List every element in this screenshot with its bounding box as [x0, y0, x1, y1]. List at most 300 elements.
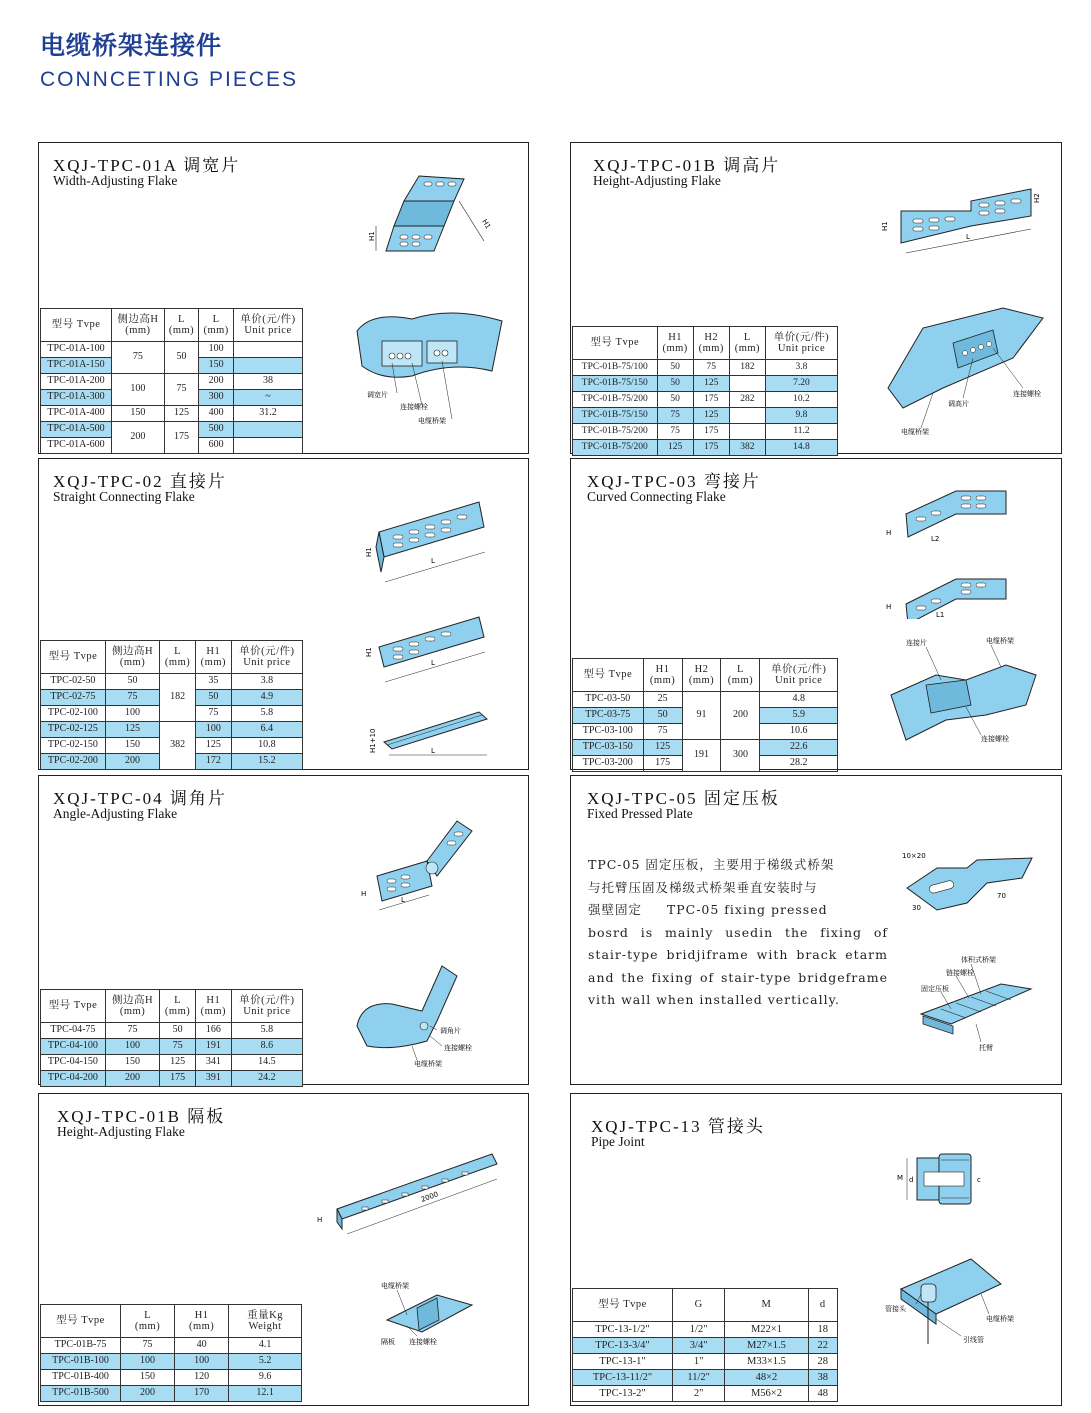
label-bolt: 连接螺栓 — [409, 1338, 437, 1346]
col-header: 侧边高H (mm) — [105, 641, 159, 674]
col-header: H1 (mm) — [643, 659, 682, 692]
cell: 175 — [160, 1071, 196, 1087]
table-row — [41, 1386, 302, 1402]
desc-line: 与托臂压固及梯级式桥架垂直安装时与 — [588, 879, 818, 895]
cell: 172 — [195, 754, 231, 770]
cell: TPC-01A-500 — [41, 422, 112, 438]
cell: 3.8 — [765, 360, 837, 376]
dim-h1-plus-10: H1+10 — [369, 728, 377, 753]
cell: 75 — [657, 408, 693, 424]
cell: 10.8 — [231, 738, 302, 754]
col-header: L (mm) — [729, 327, 765, 360]
cell: 125 — [693, 376, 729, 392]
col-header: H1 (mm) — [195, 641, 231, 674]
bridge-assembly-drawing — [352, 956, 502, 1071]
dim-2000: 2000 — [419, 1190, 440, 1204]
panel-subtitle: Height-Adjusting Flake — [57, 1124, 185, 1139]
cell: 4.1 — [229, 1338, 302, 1354]
table-row — [41, 1055, 303, 1071]
label-lead-pipe: 引线管 — [963, 1336, 984, 1344]
desc-line — [588, 899, 888, 922]
cell: TPC-04-100 — [41, 1039, 106, 1055]
label-connector: 连接片 — [906, 639, 927, 647]
col-header: L (mm) — [199, 309, 234, 342]
panel-title: XQJ-TPC-01B 调高片 — [593, 156, 781, 175]
pipe-joint-drawing — [889, 1150, 989, 1210]
cell: 5.2 — [229, 1354, 302, 1370]
cell: 50 — [164, 342, 199, 374]
panel-tpc-04 — [38, 775, 529, 1085]
cell — [729, 408, 765, 424]
table-row — [41, 1023, 303, 1039]
table-row — [41, 342, 303, 358]
cell: TPC-01B-75 — [41, 1338, 121, 1354]
angle-flake-drawing — [357, 806, 487, 916]
col-header: G — [673, 1289, 725, 1322]
panel-tpc-03 — [570, 458, 1062, 770]
dim-h: H — [886, 529, 892, 537]
panel-title: XQJ-TPC-01A 调宽片 — [53, 156, 241, 175]
cell: 100 — [105, 706, 159, 722]
col-header: 单价(元/件) Unit price — [765, 327, 837, 360]
cell: ~ — [233, 390, 302, 406]
cell: TPC-02-75 — [41, 690, 106, 706]
cell: 4.9 — [231, 690, 302, 706]
cell: 28.2 — [760, 756, 838, 772]
pipe-assembly-drawing — [881, 1254, 1031, 1349]
col-header: L (mm) — [160, 990, 196, 1023]
cell: 150 — [105, 738, 159, 754]
label-bolt: 连接螺栓 — [444, 1044, 472, 1052]
cell: 200 — [105, 1071, 159, 1087]
cell: TPC-01B-100 — [41, 1354, 121, 1370]
cell — [233, 422, 302, 438]
cell: 400 — [199, 406, 234, 422]
bridge-assembly-drawing — [886, 635, 1046, 753]
dim-m: M — [897, 1174, 904, 1182]
page-title-cn: 电缆桥架连接件 — [40, 31, 223, 60]
cell: 150 — [105, 1055, 159, 1071]
cell: 3.8 — [231, 674, 302, 690]
panel-subtitle: Curved Connecting Flake — [587, 489, 726, 504]
dim-l: L — [966, 233, 970, 241]
cell: 75 — [657, 424, 693, 440]
cell: 191 — [682, 740, 721, 772]
cell: TPC-02-200 — [41, 754, 106, 770]
dim-70: 70 — [997, 892, 1006, 900]
cell: 382 — [729, 440, 765, 456]
dim-d: d — [909, 1176, 914, 1184]
table-row — [41, 1354, 302, 1370]
cell: 5.9 — [760, 708, 838, 724]
cell: 9.8 — [765, 408, 837, 424]
cell: TPC-01B-75/150 — [573, 376, 658, 392]
cell: 75 — [105, 1023, 159, 1039]
cell: M22×1 — [725, 1322, 808, 1338]
panel-subtitle: Pipe Joint — [591, 1134, 645, 1149]
label-bridge: 电缆桥架 — [901, 428, 929, 436]
col-header: M — [725, 1289, 808, 1322]
description — [588, 854, 888, 1012]
panel-subtitle: Straight Connecting Flake — [53, 489, 195, 504]
fixed-plate-drawing — [897, 848, 1047, 928]
cell: 125 — [693, 408, 729, 424]
label-bolt: 连接螺栓 — [400, 403, 428, 411]
col-header: 侧边高H (mm) — [112, 309, 165, 342]
cell: 100 — [121, 1354, 175, 1370]
cell: TPC-01A-200 — [41, 374, 112, 390]
table-row — [573, 360, 838, 376]
cell: 12.1 — [229, 1386, 302, 1402]
cell: 22 — [808, 1338, 837, 1354]
panel-subtitle: Angle-Adjusting Flake — [53, 806, 178, 821]
cell: 10.2 — [765, 392, 837, 408]
desc-cn: 强壁固定 — [588, 902, 643, 917]
cell — [729, 376, 765, 392]
cell: 28 — [808, 1354, 837, 1370]
dim-l2: L2 — [931, 535, 940, 543]
col-header: L (mm) — [721, 659, 760, 692]
cell: 166 — [195, 1023, 231, 1039]
cell: 1/2" — [673, 1322, 725, 1338]
spec-table-01a — [40, 308, 303, 454]
stair-bridge-drawing — [901, 954, 1051, 1054]
col-header: 型号 Tvpe — [573, 327, 658, 360]
table-row — [573, 1370, 838, 1386]
cell: TPC-01B-75/200 — [573, 424, 658, 440]
cell: TPC-03-200 — [573, 756, 644, 772]
cell: 91 — [682, 692, 721, 740]
col-header: 单价(元/件) Unit price — [760, 659, 838, 692]
cell: TPC-01A-300 — [41, 390, 112, 406]
dim-h: H — [317, 1216, 323, 1224]
table-row — [573, 1386, 838, 1402]
bridge-assembly-drawing — [352, 301, 527, 431]
cell: 200 — [105, 754, 159, 770]
label-bridge: 电缆桥架 — [418, 417, 446, 425]
dim-h1b: H1 — [480, 218, 493, 231]
table-row — [41, 406, 303, 422]
col-header: H2 (mm) — [682, 659, 721, 692]
col-header: 重量Kg Weight — [229, 1305, 302, 1338]
cell: 50 — [657, 376, 693, 392]
panel-title: XQJ-TPC-01B 隔板 — [57, 1107, 226, 1126]
cell: 9.6 — [229, 1370, 302, 1386]
partition-drawing — [307, 1134, 507, 1244]
cell: 150 — [112, 406, 165, 422]
cell: 38 — [808, 1370, 837, 1386]
cell: M56×2 — [725, 1386, 808, 1402]
cell: 100 — [175, 1354, 229, 1370]
panel-title: XQJ-TPC-05 固定压板 — [587, 789, 780, 808]
dim-l1: L1 — [936, 611, 945, 619]
cell: 125 — [643, 740, 682, 756]
cell: 125 — [105, 722, 159, 738]
cell: TPC-02-50 — [41, 674, 106, 690]
cell: TPC-02-125 — [41, 722, 106, 738]
cell: 75 — [121, 1338, 175, 1354]
spec-table-04 — [40, 989, 303, 1087]
col-header: L (mm) — [121, 1305, 175, 1338]
panel-partition — [38, 1093, 529, 1406]
cell: 75 — [164, 374, 199, 406]
cell: TPC-01B-500 — [41, 1386, 121, 1402]
label-bridge: 电缆桥架 — [986, 637, 1014, 645]
width-flake-drawing — [364, 171, 514, 261]
cell: 150 — [199, 358, 234, 374]
col-header: 型号 Tvpe — [573, 659, 644, 692]
cell: 182 — [160, 674, 196, 722]
cell: 75 — [693, 360, 729, 376]
table-row — [573, 440, 838, 456]
table-row — [573, 408, 838, 424]
cell: 25 — [643, 692, 682, 708]
spec-table-13 — [572, 1288, 838, 1402]
cell: TPC-02-100 — [41, 706, 106, 722]
cell: 48×2 — [725, 1370, 808, 1386]
table-row — [573, 424, 838, 440]
cell: 341 — [195, 1055, 231, 1071]
label-bridge: 电缆桥架 — [986, 1315, 1014, 1323]
cell: TPC-03-75 — [573, 708, 644, 724]
cell: 24.2 — [231, 1071, 302, 1087]
cell: 125 — [657, 440, 693, 456]
cell: 5.8 — [231, 706, 302, 722]
cell: TPC-02-150 — [41, 738, 106, 754]
table-row — [573, 1322, 838, 1338]
cell: 18 — [808, 1322, 837, 1338]
cell: TPC-03-50 — [573, 692, 644, 708]
cell: 75 — [195, 706, 231, 722]
cell: 75 — [643, 724, 682, 740]
dim-h1: H1 — [365, 647, 373, 657]
cell: M27×1.5 — [725, 1338, 808, 1354]
cell: 50 — [160, 1023, 196, 1039]
table-row — [41, 674, 303, 690]
curved-flake-drawing — [876, 479, 1026, 619]
cell: TPC-01A-400 — [41, 406, 112, 422]
cell: TPC-01A-150 — [41, 358, 112, 374]
table-row — [41, 722, 303, 738]
cell: 175 — [693, 392, 729, 408]
col-header: 型号 Tvpe — [41, 309, 112, 342]
col-header: 侧边高H (mm) — [105, 990, 159, 1023]
cell: 125 — [160, 1055, 196, 1071]
cell: M33×1.5 — [725, 1354, 808, 1370]
cell: TPC-13-3/4" — [573, 1338, 673, 1354]
cell: TPC-01A-600 — [41, 438, 112, 454]
dim-h1: H1 — [365, 547, 373, 557]
cell: 100 — [195, 722, 231, 738]
label-bolt: 连接螺栓 — [1013, 390, 1041, 398]
table-row — [41, 1338, 302, 1354]
table-row — [41, 1039, 303, 1055]
cell: 125 — [164, 406, 199, 422]
table-row — [41, 422, 303, 438]
col-header: H1 (mm) — [657, 327, 693, 360]
panel-tpc-01a — [38, 142, 529, 454]
col-header: H1 (mm) — [195, 990, 231, 1023]
spec-table-02 — [40, 640, 303, 770]
label-pipe-joint: 管接头 — [885, 1305, 906, 1313]
cell: TPC-13-11/2" — [573, 1370, 673, 1386]
label-angle-flake: 调角片 — [440, 1027, 461, 1035]
cell: 150 — [121, 1370, 175, 1386]
cell: 10.6 — [760, 724, 838, 740]
cell — [233, 342, 302, 358]
cell: 391 — [195, 1071, 231, 1087]
cell: 4.8 — [760, 692, 838, 708]
cell — [233, 358, 302, 374]
cell: 600 — [199, 438, 234, 454]
dim-h2: H2 — [1033, 193, 1041, 203]
dim-l: L — [401, 896, 405, 904]
cell: 14.8 — [765, 440, 837, 456]
table-row — [41, 1370, 302, 1386]
col-header: 单价(元/件) Unit price — [233, 309, 302, 342]
label-arm: 托臂 — [979, 1044, 993, 1052]
cell: 14.5 — [231, 1055, 302, 1071]
cell: 75 — [105, 690, 159, 706]
cell: TPC-03-150 — [573, 740, 644, 756]
cell: 35 — [195, 674, 231, 690]
cell: TPC-01B-75/100 — [573, 360, 658, 376]
dim-30: 30 — [912, 904, 921, 912]
cell: 191 — [195, 1039, 231, 1055]
panel-subtitle: Fixed Pressed Plate — [587, 806, 693, 821]
panel-title: XQJ-TPC-13 管接头 — [591, 1117, 765, 1136]
label-fixed-plate: 固定压板 — [921, 985, 949, 993]
label-bridge: 电缆桥架 — [414, 1060, 442, 1068]
cell: 1" — [673, 1354, 725, 1370]
cell: 50 — [657, 392, 693, 408]
spec-table-03 — [572, 658, 838, 772]
col-header: 型号 Tvpe — [41, 1305, 121, 1338]
dim-h: H — [361, 890, 367, 898]
cell: 40 — [175, 1338, 229, 1354]
cell: 382 — [160, 722, 196, 770]
cell: 6.4 — [231, 722, 302, 738]
cell: 38 — [233, 374, 302, 390]
cell: 200 — [199, 374, 234, 390]
panel-subtitle: Height-Adjusting Flake — [593, 173, 721, 188]
cell: 7.20 — [765, 376, 837, 392]
height-flake-drawing — [871, 181, 1051, 271]
cell: 22.6 — [760, 740, 838, 756]
cell: TPC-04-75 — [41, 1023, 106, 1039]
col-header: H2 (mm) — [693, 327, 729, 360]
label-stair-frame: 体积式桥架 — [961, 956, 996, 964]
cell: TPC-13-1" — [573, 1354, 673, 1370]
cell: 120 — [175, 1370, 229, 1386]
desc-line: TPC-05 固定压板，主要用于梯级式桥架 — [588, 857, 835, 872]
col-header: 单价(元/件) Unit price — [231, 641, 302, 674]
panel-tpc-02 — [38, 458, 529, 770]
cell: TPC-01B-400 — [41, 1370, 121, 1386]
col-header: L (mm) — [160, 641, 196, 674]
cell: 175 — [693, 440, 729, 456]
straight-flake-drawing — [359, 487, 514, 757]
cell: 50 — [195, 690, 231, 706]
cell: TPC-04-200 — [41, 1071, 106, 1087]
cell: 50 — [657, 360, 693, 376]
cell: TPC-03-100 — [573, 724, 644, 740]
panel-tpc-05 — [570, 775, 1062, 1085]
desc-en-body: bosrd is mainly usedin the fixing of stair-type bridjiframe with brack etarm and the fixing of stair-type bridgeframe vith wall when installed vertically. — [588, 924, 888, 1007]
cell: 100 — [199, 342, 234, 358]
col-header: L (mm) — [164, 309, 199, 342]
cell: TPC-13-2" — [573, 1386, 673, 1402]
panel-title: XQJ-TPC-02 直接片 — [53, 472, 227, 491]
desc-en: TPC-05 fixing pressed — [666, 902, 828, 917]
table-row — [573, 376, 838, 392]
col-header: 型号 Tvpe — [41, 990, 106, 1023]
cell: 282 — [729, 392, 765, 408]
col-header: H1 (mm) — [175, 1305, 229, 1338]
col-header: 单价(元/件) Unit price — [231, 990, 302, 1023]
cell: TPC-01B-75/200 — [573, 440, 658, 456]
dim-l: L — [431, 659, 435, 667]
cell: 175 — [164, 422, 199, 454]
cell: 15.2 — [231, 754, 302, 770]
panel-title: XQJ-TPC-03 弯接片 — [587, 472, 761, 491]
cell: 182 — [729, 360, 765, 376]
label-width-flake: 调宽片 — [367, 391, 388, 399]
spec-table-01b — [572, 326, 838, 456]
cell: 300 — [721, 740, 760, 772]
table-row — [573, 1338, 838, 1354]
table-row — [573, 692, 838, 708]
cell: 3/4" — [673, 1338, 725, 1354]
cell: 2" — [673, 1386, 725, 1402]
cell: 200 — [121, 1386, 175, 1402]
cell: 11.2 — [765, 424, 837, 440]
label-bridge: 电缆桥架 — [381, 1282, 409, 1290]
cell: 11/2" — [673, 1370, 725, 1386]
cell: 300 — [199, 390, 234, 406]
panel-subtitle: Width-Adjusting Flake — [53, 173, 178, 188]
col-header: 型号 Tvpe — [573, 1289, 673, 1322]
dim-c: c — [977, 1176, 981, 1184]
spec-table-partition — [40, 1304, 302, 1402]
table-row — [573, 1354, 838, 1370]
dim-10x20: 10×20 — [902, 852, 926, 860]
cell: 75 — [112, 342, 165, 374]
cell: 100 — [112, 374, 165, 406]
dim-h1: H1 — [881, 221, 889, 231]
dim-l: L — [431, 747, 435, 755]
panel-tpc-01b — [570, 142, 1062, 454]
cell: 200 — [721, 692, 760, 740]
panel-tpc-13 — [570, 1093, 1062, 1406]
cell: TPC-01A-100 — [41, 342, 112, 358]
dim-h1: H1 — [368, 231, 376, 241]
page-title-en: CONNCETING PIECES — [40, 68, 299, 91]
cell — [233, 438, 302, 454]
cell: 50 — [643, 708, 682, 724]
dim-l: L — [431, 557, 435, 565]
label-chain-bolt: 链接螺栓 — [946, 969, 974, 977]
table-row — [41, 1071, 303, 1087]
table-row — [41, 374, 303, 390]
cell: 200 — [112, 422, 165, 454]
label-height-flake: 调高片 — [948, 400, 969, 408]
col-header: 型号 Tvpe — [41, 641, 106, 674]
cell: TPC-01B-75/200 — [573, 392, 658, 408]
cell: 31.2 — [233, 406, 302, 422]
panel-title: XQJ-TPC-04 调角片 — [53, 789, 227, 808]
dim-h: H — [886, 603, 892, 611]
